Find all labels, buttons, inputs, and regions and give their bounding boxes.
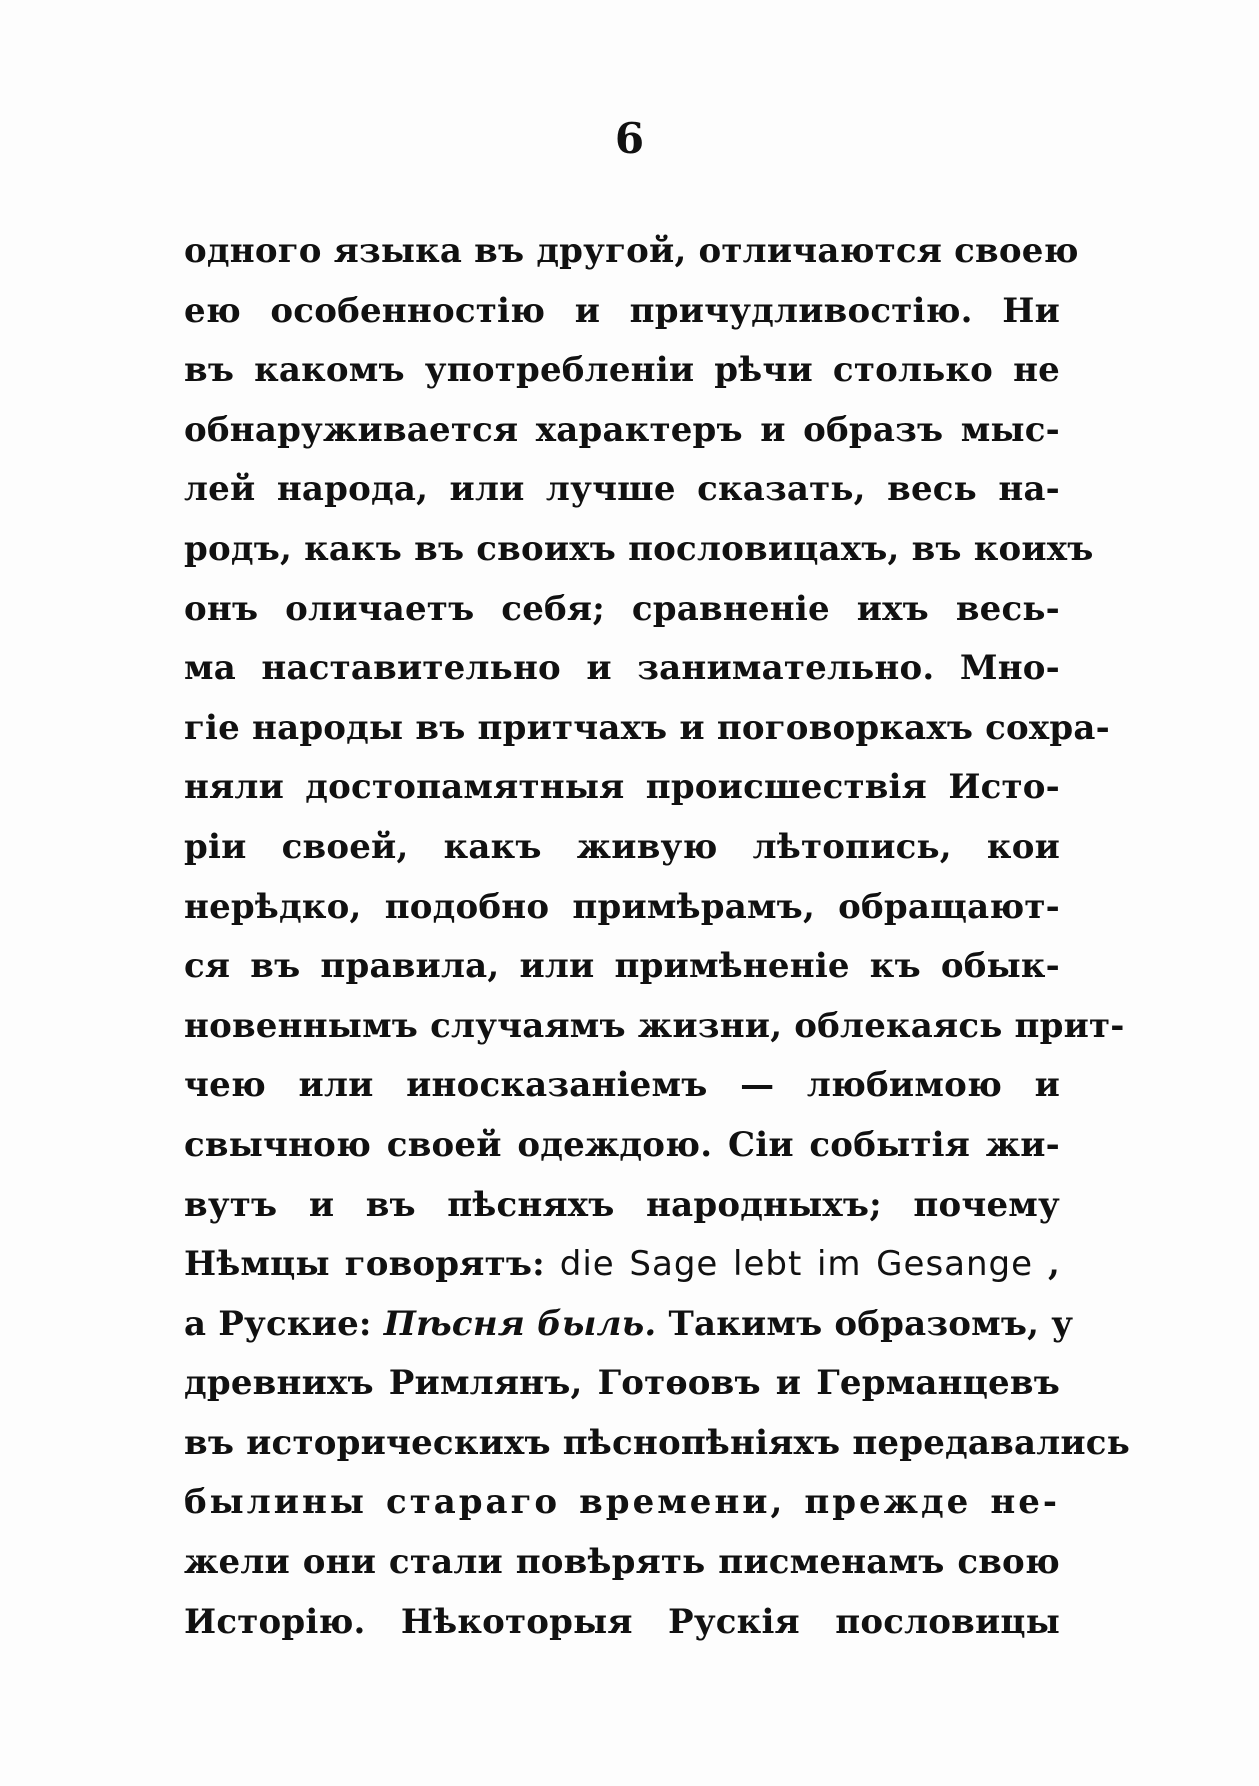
body-text	[184, 222, 1130, 1652]
text-line: онъ оличаетъ себя; сравненіе ихъ весь-	[184, 588, 1060, 629]
text-line: одного языка въ другой, отличаются своею	[184, 231, 1079, 271]
text-line: чею или иносказаніемъ — любимою и	[184, 1065, 1060, 1106]
line-prefix: Нѣмцы говорятъ:	[184, 1244, 560, 1285]
text-line: новеннымъ случаямъ жизни, облекаясь прит-	[184, 1005, 1125, 1046]
text-line: няли достопамятныя происшествія Исто-	[184, 767, 1060, 808]
text-line: вутъ и въ пѣсняхъ народныхъ; почему	[184, 1184, 1060, 1225]
german-proverb: die Sage lebt im Gesange	[559, 1244, 1034, 1285]
text-line: ма наставительно и занимательно. Мно-	[184, 648, 1060, 689]
text-line: былины стараго времени, прежде не-	[184, 1482, 1060, 1523]
text-line: родъ, какъ въ своихъ пословицахъ, въ коихъ	[184, 528, 1094, 569]
text-line: гіе народы въ притчахъ и поговоркахъ сохра-	[184, 707, 1110, 748]
text-line: свычною своей одеждою. Сіи событія жи-	[184, 1124, 1060, 1165]
text-line: въ какомъ употребленіи рѣчи столько не	[184, 350, 1060, 391]
text-line: обнаруживается характеръ и образъ мыс-	[184, 409, 1060, 450]
text-line-german-quote	[184, 1235, 1060, 1295]
text-line: лей народа, или лучше сказать, весь на-	[184, 469, 1060, 510]
text-line: нерѣдко, подобно примѣрамъ, обращают-	[184, 886, 1060, 927]
russian-proverb: Пѣсня быль.	[383, 1303, 657, 1344]
page-number: 6	[614, 114, 645, 163]
line-prefix: а Руские:	[184, 1303, 384, 1344]
text-line: въ историческихъ пѣснопѣніяхъ передавались	[184, 1422, 1130, 1463]
text-line: жели они стали повѣрять писменамъ свою	[184, 1542, 1060, 1583]
line-suffix: ,	[1033, 1244, 1060, 1285]
text-line: ся въ правила, или примѣненіе къ обык-	[184, 946, 1060, 987]
text-line: ріи своей, какъ живую лѣтопись, кои	[184, 826, 1060, 867]
text-line: древнихъ Римлянъ, Готѳовъ и Германцевъ	[184, 1363, 1060, 1404]
text-line-russian-quote	[184, 1295, 1074, 1355]
text-line: ею особенностію и причудливостію. Ни	[184, 290, 1060, 331]
line-suffix: Такимъ образомъ, у	[656, 1303, 1074, 1344]
text-line: Исторію. Нѣкоторыя Рускія пословицы	[184, 1601, 1060, 1642]
